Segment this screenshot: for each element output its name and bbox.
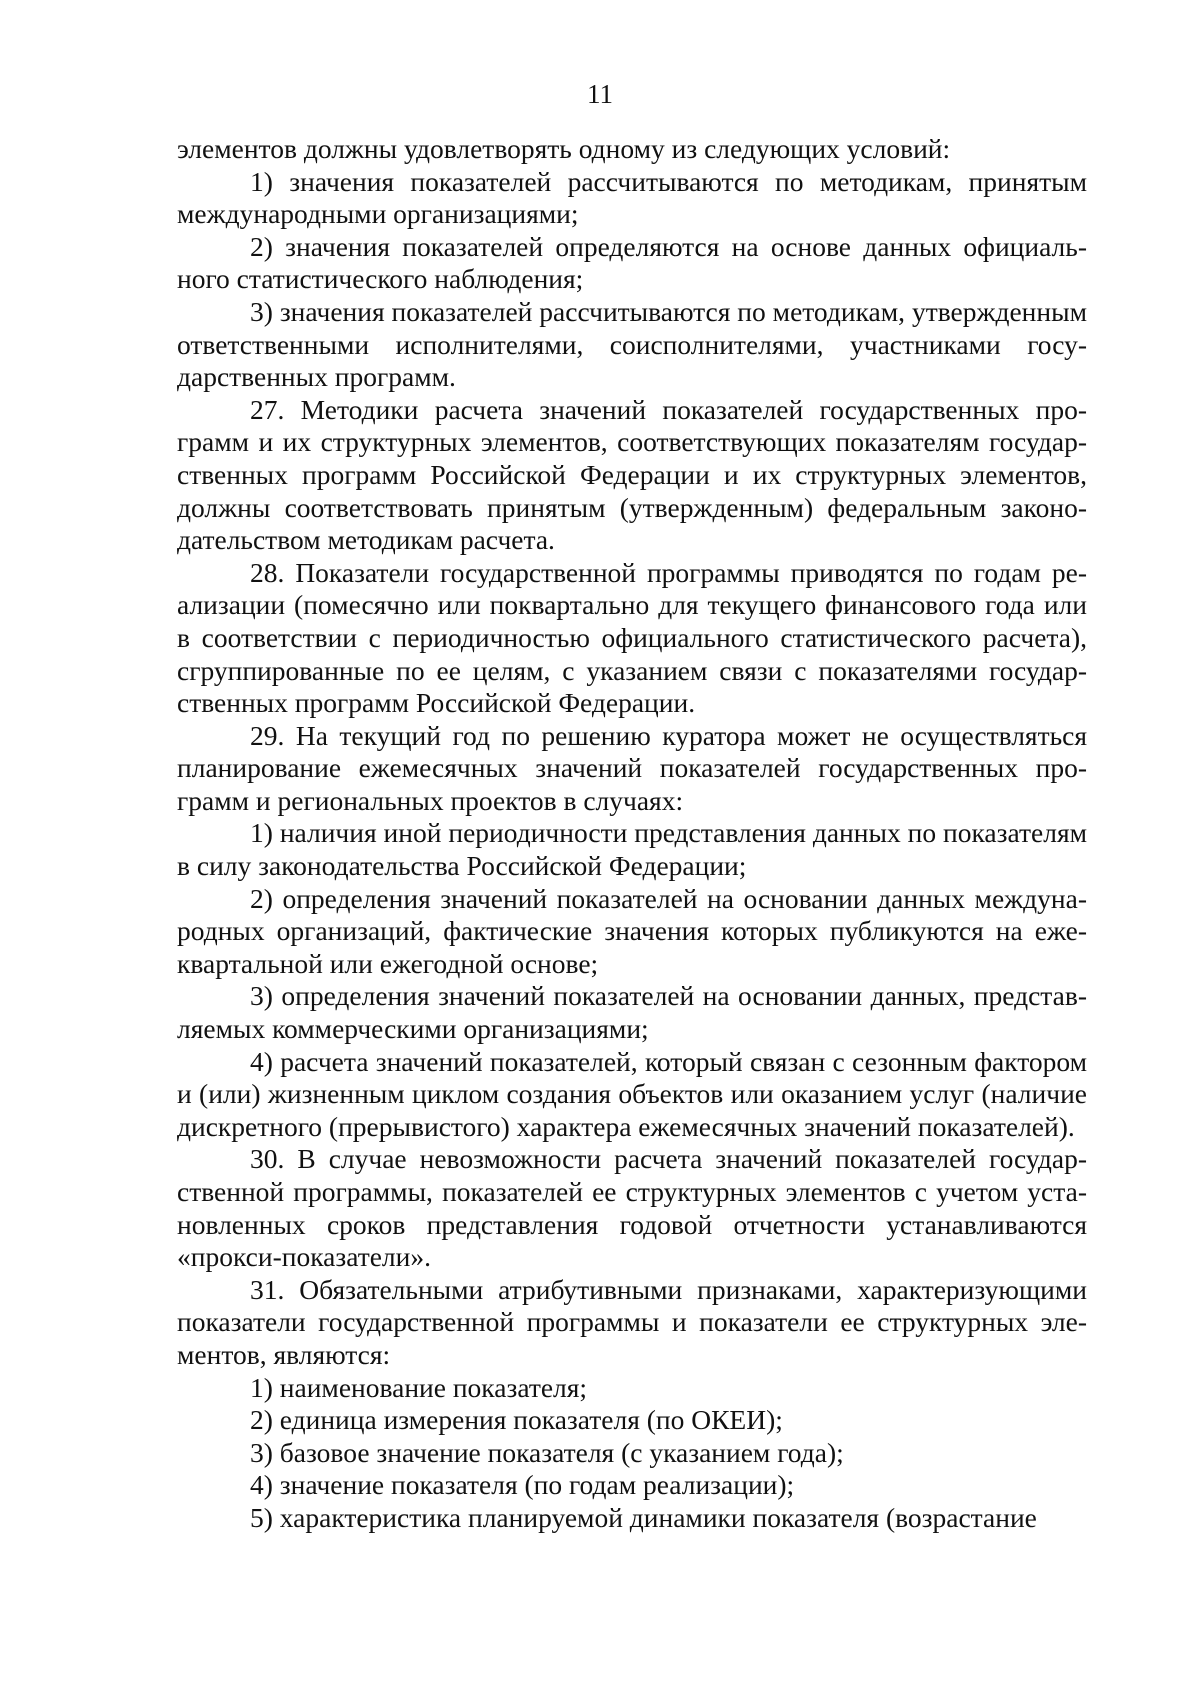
list-item-31-2: 2) единица измерения показателя (по ОКЕИ);: [250, 1404, 783, 1436]
list-item-29-3: 3) определения значений показателей на основании данных, представляемых коммерческими организациями;: [177, 980, 1087, 1045]
paragraph-30: 30. В случае невозможности расчета значений показателей государственной программы, показателей ее структурных элементов с учетом установленных сроков представления годовой отчетности устанавливаются «прокси-показатели».: [177, 1143, 1087, 1273]
list-item-31-1: 1) наименование показателя;: [250, 1371, 588, 1403]
paragraph-29: 29. На текущий год по решению куратора может не осуществляться планирование ежемесячных значений показателей государственных программ и региональных проектов в случаях:: [177, 719, 1087, 816]
list-item-29-2: 2) определения значений показателей на основании данных международных организаций, фактические значения которых публикуются на ежеквартальной или ежегодной основе;: [177, 882, 1087, 979]
paragraph-28: 28. Показатели государственной программы приводятся по годам реализации (помесячно или поквартально для текущего финансового года или в соответствии с периодичностью официального статистического расчета), сгруппированные по ее целям, с указанием связи с показателями государственных программ Российской Федерации.: [177, 556, 1087, 719]
list-item-29-4: 4) расчета значений показателей, который связан с сезонным фактором и (или) жизненным циклом создания объектов или оказанием услуг (наличие дискретного (прерывистого) характера ежемесячных значений показателей).: [177, 1045, 1087, 1142]
list-item-2: 2) значения показателей определяются на основе данных официального статистического наблюдения;: [177, 230, 1087, 295]
list-item-31-3: 3) базовое значение показателя (с указанием года);: [250, 1436, 844, 1468]
list-item-31-4: 4) значение показателя (по годам реализации);: [250, 1469, 795, 1501]
paragraph-continuation: элементов должны удовлетворять одному из следующих условий:: [177, 133, 951, 164]
list-item-1: 1) значения показателей рассчитываются по методикам, принятым международными организациями;: [177, 165, 1087, 230]
paragraph-27: 27. Методики расчета значений показателей государственных программ и их структурных элементов, соответствующих показателям государственных программ Российской Федерации и их структурных элементов, должны соответствовать принятым (утвержденным) федеральным законодательством методикам расчета.: [177, 393, 1087, 556]
document-body: [177, 133, 1087, 1535]
list-item-3: 3) значения показателей рассчитываются по методикам, утвержденным ответственными исполнителями, соисполнителями, участниками государственных программ.: [177, 295, 1087, 393]
paragraph-31: 31. Обязательными атрибутивными признаками, характеризующими показатели государственной программы и показатели ее структурных элементов, являются:: [177, 1273, 1087, 1370]
page-number: 11: [587, 79, 613, 109]
list-item-29-1: 1) наличия иной периодичности представления данных по показателям в силу законодательства Российской Федерации;: [177, 817, 1087, 882]
list-item-31-5: 5) характеристика планируемой динамики показателя (возрастание: [250, 1501, 1037, 1533]
